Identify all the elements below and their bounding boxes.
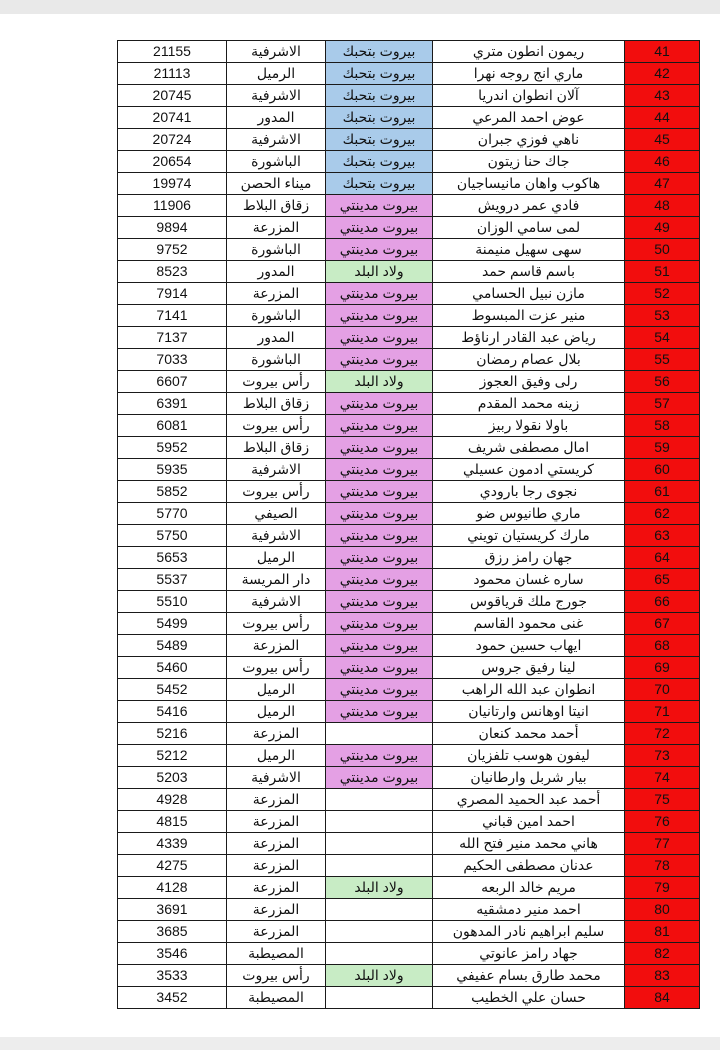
table-row [118, 613, 700, 635]
list-cell: بيروت مدينتي [326, 591, 433, 613]
rank-number-cell: 45 [625, 129, 700, 151]
candidate-name-cell: أحمد عبد الحميد المصري [433, 789, 625, 811]
area-cell: دار المريسة [227, 569, 326, 591]
table-row [118, 305, 700, 327]
area-cell: المصيطبة [227, 987, 326, 1009]
candidate-name-cell: ماري طانيوس ضو [433, 503, 625, 525]
candidate-name-cell: مريم خالد الربعه [433, 877, 625, 899]
candidate-name-cell: باولا نقولا ربيز [433, 415, 625, 437]
list-cell: بيروت مدينتي [326, 393, 433, 415]
area-cell: الباشورة [227, 349, 326, 371]
candidate-name-cell: حسان علي الخطيب [433, 987, 625, 1009]
candidate-name-cell: ليفون هوسب تلفزيان [433, 745, 625, 767]
table-row [118, 877, 700, 899]
rank-number-cell: 59 [625, 437, 700, 459]
candidate-name-cell: احمد منير دمشقيه [433, 899, 625, 921]
candidate-name-cell: لينا رفيق جروس [433, 657, 625, 679]
table-row [118, 195, 700, 217]
table-row [118, 547, 700, 569]
area-cell: الرميل [227, 701, 326, 723]
votes-cell: 5770 [118, 503, 227, 525]
table-row [118, 217, 700, 239]
table-row [118, 63, 700, 85]
candidate-name-cell: ناهي فوزي جبران [433, 129, 625, 151]
candidate-name-cell: جهاد رامز عانوتي [433, 943, 625, 965]
area-cell: الاشرفية [227, 525, 326, 547]
votes-cell: 5750 [118, 525, 227, 547]
rank-number-cell: 74 [625, 767, 700, 789]
rank-number-cell: 50 [625, 239, 700, 261]
candidate-name-cell: ساره غسان محمود [433, 569, 625, 591]
candidate-name-cell: كريستي ادمون عسيلي [433, 459, 625, 481]
area-cell: المزرعة [227, 635, 326, 657]
list-cell: بيروت مدينتي [326, 635, 433, 657]
area-cell: المدور [227, 261, 326, 283]
list-cell: بيروت مدينتي [326, 481, 433, 503]
candidate-name-cell: نجوى رجا بارودي [433, 481, 625, 503]
votes-cell: 5460 [118, 657, 227, 679]
votes-cell: 5510 [118, 591, 227, 613]
table-row [118, 943, 700, 965]
area-cell: المزرعة [227, 877, 326, 899]
list-cell: بيروت مدينتي [326, 437, 433, 459]
candidate-name-cell: بلال عصام رمضان [433, 349, 625, 371]
area-cell: الاشرفية [227, 85, 326, 107]
list-cell: ولاد البلد [326, 877, 433, 899]
table-row [118, 503, 700, 525]
candidate-name-cell: آلان انطوان اندريا [433, 85, 625, 107]
list-cell [326, 987, 433, 1009]
top-margin-bar [0, 0, 720, 14]
table-row [118, 855, 700, 877]
list-cell: بيروت مدينتي [326, 767, 433, 789]
rank-number-cell: 68 [625, 635, 700, 657]
bottom-margin-bar [0, 1037, 720, 1050]
rank-number-cell: 44 [625, 107, 700, 129]
rank-number-cell: 58 [625, 415, 700, 437]
votes-cell: 6081 [118, 415, 227, 437]
votes-cell: 4275 [118, 855, 227, 877]
table-row [118, 85, 700, 107]
list-cell: بيروت مدينتي [326, 239, 433, 261]
votes-cell: 4128 [118, 877, 227, 899]
area-cell: المزرعة [227, 723, 326, 745]
candidate-name-cell: فادي عمر درويش [433, 195, 625, 217]
rank-number-cell: 42 [625, 63, 700, 85]
votes-cell: 5537 [118, 569, 227, 591]
table-row [118, 129, 700, 151]
rank-number-cell: 62 [625, 503, 700, 525]
area-cell: الرميل [227, 745, 326, 767]
area-cell: المزرعة [227, 921, 326, 943]
votes-cell: 21155 [118, 41, 227, 63]
table-row [118, 459, 700, 481]
candidate-name-cell: زينه محمد المقدم [433, 393, 625, 415]
area-cell: زقاق البلاط [227, 437, 326, 459]
list-cell: بيروت بتحبك [326, 129, 433, 151]
votes-cell: 20741 [118, 107, 227, 129]
area-cell: المزرعة [227, 855, 326, 877]
rank-number-cell: 82 [625, 943, 700, 965]
area-cell: رأس بيروت [227, 371, 326, 393]
list-cell: بيروت مدينتي [326, 657, 433, 679]
rank-number-cell: 69 [625, 657, 700, 679]
rank-number-cell: 46 [625, 151, 700, 173]
candidate-name-cell: غنى محمود القاسم [433, 613, 625, 635]
results-table-body [118, 41, 700, 1009]
rank-number-cell: 52 [625, 283, 700, 305]
votes-cell: 5416 [118, 701, 227, 723]
area-cell: رأس بيروت [227, 415, 326, 437]
area-cell: المدور [227, 327, 326, 349]
area-cell: الرميل [227, 679, 326, 701]
votes-cell: 5489 [118, 635, 227, 657]
candidate-name-cell: انطوان عبد الله الراهب [433, 679, 625, 701]
rank-number-cell: 78 [625, 855, 700, 877]
list-cell: بيروت بتحبك [326, 63, 433, 85]
rank-number-cell: 66 [625, 591, 700, 613]
candidate-name-cell: امال مصطفى شريف [433, 437, 625, 459]
votes-cell: 8523 [118, 261, 227, 283]
candidate-name-cell: أحمد محمد كنعان [433, 723, 625, 745]
candidate-name-cell: احمد امين قباني [433, 811, 625, 833]
votes-cell: 7914 [118, 283, 227, 305]
votes-cell: 11906 [118, 195, 227, 217]
list-cell: بيروت مدينتي [326, 701, 433, 723]
table-row [118, 525, 700, 547]
candidate-name-cell: عدنان مصطفى الحكيم [433, 855, 625, 877]
table-row [118, 833, 700, 855]
votes-cell: 7141 [118, 305, 227, 327]
list-cell [326, 723, 433, 745]
list-cell: بيروت مدينتي [326, 503, 433, 525]
rank-number-cell: 60 [625, 459, 700, 481]
list-cell [326, 833, 433, 855]
rank-number-cell: 79 [625, 877, 700, 899]
area-cell: المصيطبة [227, 943, 326, 965]
votes-cell: 21113 [118, 63, 227, 85]
rank-number-cell: 64 [625, 547, 700, 569]
table-row [118, 41, 700, 63]
rank-number-cell: 55 [625, 349, 700, 371]
list-cell: بيروت مدينتي [326, 569, 433, 591]
rank-number-cell: 72 [625, 723, 700, 745]
list-cell: بيروت مدينتي [326, 305, 433, 327]
votes-cell: 5935 [118, 459, 227, 481]
list-cell [326, 921, 433, 943]
area-cell: المزرعة [227, 811, 326, 833]
table-row [118, 261, 700, 283]
rank-number-cell: 73 [625, 745, 700, 767]
area-cell: الاشرفية [227, 767, 326, 789]
area-cell: الاشرفية [227, 459, 326, 481]
candidate-name-cell: ايهاب حسين حمود [433, 635, 625, 657]
candidate-name-cell: عوض احمد المرعي [433, 107, 625, 129]
area-cell: المزرعة [227, 833, 326, 855]
rank-number-cell: 51 [625, 261, 700, 283]
votes-cell: 9752 [118, 239, 227, 261]
area-cell: الباشورة [227, 239, 326, 261]
votes-cell: 3685 [118, 921, 227, 943]
area-cell: المزرعة [227, 899, 326, 921]
area-cell: رأس بيروت [227, 613, 326, 635]
votes-cell: 5852 [118, 481, 227, 503]
votes-cell: 5653 [118, 547, 227, 569]
area-cell: المدور [227, 107, 326, 129]
area-cell: الاشرفية [227, 41, 326, 63]
candidate-name-cell: بيار شربل وارطانيان [433, 767, 625, 789]
votes-cell: 5203 [118, 767, 227, 789]
list-cell: بيروت مدينتي [326, 525, 433, 547]
area-cell: الصيفي [227, 503, 326, 525]
rank-number-cell: 81 [625, 921, 700, 943]
rank-number-cell: 76 [625, 811, 700, 833]
votes-cell: 4928 [118, 789, 227, 811]
list-cell: بيروت مدينتي [326, 217, 433, 239]
table-row [118, 327, 700, 349]
list-cell: بيروت مدينتي [326, 195, 433, 217]
rank-number-cell: 65 [625, 569, 700, 591]
votes-cell: 3546 [118, 943, 227, 965]
table-row [118, 415, 700, 437]
table-row [118, 767, 700, 789]
list-cell [326, 899, 433, 921]
table-row [118, 437, 700, 459]
area-cell: رأس بيروت [227, 965, 326, 987]
list-cell: بيروت مدينتي [326, 613, 433, 635]
table-row [118, 239, 700, 261]
votes-cell: 6391 [118, 393, 227, 415]
candidate-name-cell: محمد طارق بسام عفيفي [433, 965, 625, 987]
rank-number-cell: 57 [625, 393, 700, 415]
area-cell: المزرعة [227, 283, 326, 305]
candidate-name-cell: ماري انج روجه نهرا [433, 63, 625, 85]
rank-number-cell: 43 [625, 85, 700, 107]
table-row [118, 701, 700, 723]
list-cell: بيروت بتحبك [326, 85, 433, 107]
rank-number-cell: 71 [625, 701, 700, 723]
area-cell: رأس بيروت [227, 657, 326, 679]
table-row [118, 811, 700, 833]
votes-cell: 7033 [118, 349, 227, 371]
rank-number-cell: 77 [625, 833, 700, 855]
table-row [118, 107, 700, 129]
candidate-name-cell: سهى سهيل منيمنة [433, 239, 625, 261]
candidate-name-cell: منير عزت المبسوط [433, 305, 625, 327]
table-row [118, 657, 700, 679]
votes-cell: 3533 [118, 965, 227, 987]
rank-number-cell: 41 [625, 41, 700, 63]
area-cell: المزرعة [227, 789, 326, 811]
votes-cell: 6607 [118, 371, 227, 393]
area-cell: زقاق البلاط [227, 195, 326, 217]
votes-cell: 5216 [118, 723, 227, 745]
votes-cell: 20745 [118, 85, 227, 107]
table-row [118, 965, 700, 987]
list-cell: بيروت بتحبك [326, 41, 433, 63]
candidate-name-cell: مازن نبيل الحسامي [433, 283, 625, 305]
area-cell: رأس بيروت [227, 481, 326, 503]
candidate-name-cell: انيتا اوهانس وارتانيان [433, 701, 625, 723]
rank-number-cell: 48 [625, 195, 700, 217]
list-cell: بيروت مدينتي [326, 679, 433, 701]
list-cell: بيروت مدينتي [326, 349, 433, 371]
rank-number-cell: 56 [625, 371, 700, 393]
list-cell: بيروت مدينتي [326, 745, 433, 767]
list-cell: بيروت مدينتي [326, 547, 433, 569]
area-cell: الرميل [227, 63, 326, 85]
votes-cell: 19974 [118, 173, 227, 195]
area-cell: الباشورة [227, 151, 326, 173]
rank-number-cell: 67 [625, 613, 700, 635]
candidate-name-cell: باسم قاسم حمد [433, 261, 625, 283]
votes-cell: 9894 [118, 217, 227, 239]
table-row [118, 899, 700, 921]
candidate-name-cell: هاني محمد منير فتح الله [433, 833, 625, 855]
list-cell: ولاد البلد [326, 371, 433, 393]
list-cell: ولاد البلد [326, 965, 433, 987]
rank-number-cell: 70 [625, 679, 700, 701]
candidate-name-cell: لمى سامي الوزان [433, 217, 625, 239]
area-cell: زقاق البلاط [227, 393, 326, 415]
rank-number-cell: 75 [625, 789, 700, 811]
candidate-name-cell: جاك حنا زيتون [433, 151, 625, 173]
rank-number-cell: 83 [625, 965, 700, 987]
rank-number-cell: 47 [625, 173, 700, 195]
candidate-name-cell: سليم ابراهيم نادر المدهون [433, 921, 625, 943]
table-row [118, 635, 700, 657]
rank-number-cell: 63 [625, 525, 700, 547]
votes-cell: 20654 [118, 151, 227, 173]
candidate-name-cell: ريمون انطون متري [433, 41, 625, 63]
votes-cell: 5452 [118, 679, 227, 701]
votes-cell: 7137 [118, 327, 227, 349]
table-row [118, 745, 700, 767]
rank-number-cell: 49 [625, 217, 700, 239]
list-cell: بيروت مدينتي [326, 283, 433, 305]
rank-number-cell: 54 [625, 327, 700, 349]
results-table [117, 40, 700, 1009]
candidate-name-cell: هاكوب واهان مانيساجيان [433, 173, 625, 195]
rank-number-cell: 84 [625, 987, 700, 1009]
list-cell: بيروت بتحبك [326, 173, 433, 195]
votes-cell: 5499 [118, 613, 227, 635]
table-row [118, 481, 700, 503]
table-row [118, 569, 700, 591]
area-cell: الاشرفية [227, 591, 326, 613]
votes-cell: 3452 [118, 987, 227, 1009]
area-cell: ميناء الحصن [227, 173, 326, 195]
votes-cell: 20724 [118, 129, 227, 151]
list-cell: بيروت مدينتي [326, 459, 433, 481]
votes-cell: 5952 [118, 437, 227, 459]
rank-number-cell: 53 [625, 305, 700, 327]
rank-number-cell: 61 [625, 481, 700, 503]
list-cell: بيروت مدينتي [326, 415, 433, 437]
table-row [118, 987, 700, 1009]
list-cell: ولاد البلد [326, 261, 433, 283]
list-cell [326, 943, 433, 965]
candidate-name-cell: مارك كريستيان تويني [433, 525, 625, 547]
table-row [118, 393, 700, 415]
table-row [118, 679, 700, 701]
list-cell [326, 811, 433, 833]
votes-cell: 4815 [118, 811, 227, 833]
area-cell: الباشورة [227, 305, 326, 327]
rank-number-cell: 80 [625, 899, 700, 921]
table-row [118, 789, 700, 811]
votes-cell: 3691 [118, 899, 227, 921]
votes-cell: 4339 [118, 833, 227, 855]
candidate-name-cell: رياض عبد القادر ارناؤط [433, 327, 625, 349]
table-row [118, 349, 700, 371]
table-row [118, 591, 700, 613]
list-cell: بيروت بتحبك [326, 151, 433, 173]
candidate-name-cell: رلى وفيق العجوز [433, 371, 625, 393]
area-cell: الاشرفية [227, 129, 326, 151]
area-cell: المزرعة [227, 217, 326, 239]
list-cell: بيروت مدينتي [326, 327, 433, 349]
list-cell: بيروت بتحبك [326, 107, 433, 129]
table-row [118, 173, 700, 195]
list-cell [326, 855, 433, 877]
votes-cell: 5212 [118, 745, 227, 767]
area-cell: الرميل [227, 547, 326, 569]
candidate-name-cell: جهان رامز رزق [433, 547, 625, 569]
table-row [118, 371, 700, 393]
table-row [118, 921, 700, 943]
candidate-name-cell: جورج ملك قرياقوس [433, 591, 625, 613]
table-row [118, 283, 700, 305]
table-row [118, 723, 700, 745]
list-cell [326, 789, 433, 811]
table-row [118, 151, 700, 173]
